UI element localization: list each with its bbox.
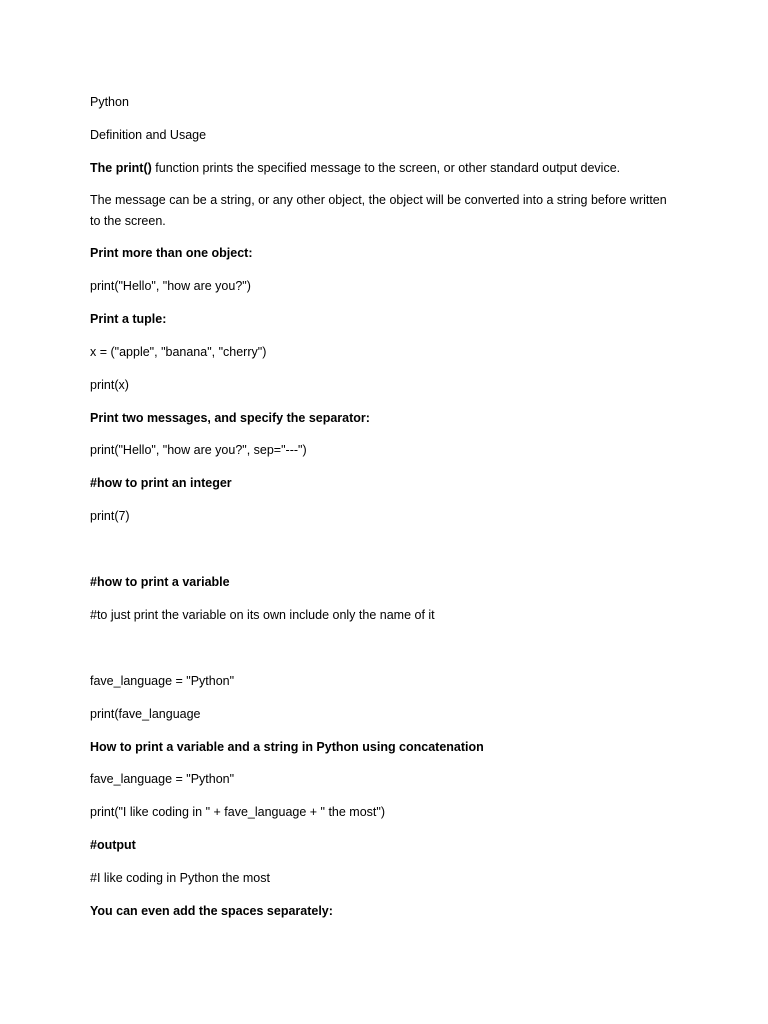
- document-title: Python: [90, 95, 129, 109]
- variable-code-line-2: print(fave_language: [90, 707, 201, 721]
- concat-heading: How to print a variable and a string in Python using concatenation: [90, 740, 484, 754]
- print-more-heading: Print more than one object:: [90, 246, 253, 260]
- intro-bold-text: The print(): [90, 161, 152, 175]
- separator-code: print("Hello", "how are you?", sep="---"): [90, 443, 307, 457]
- message-paragraph: The message can be a string, or any other object, the object will be converted into a string before written to the screen.: [90, 193, 671, 228]
- spaces-heading: You can even add the spaces separately:: [90, 904, 333, 918]
- concat-code-line-1: fave_language = "Python": [90, 772, 235, 786]
- variable-note: #to just print the variable on its own include only the name of it: [90, 608, 435, 622]
- integer-code: print(7): [90, 509, 130, 523]
- output-heading: #output: [90, 838, 136, 852]
- concat-code-line-2: print("I like coding in " + fave_language + " the most"): [90, 805, 385, 819]
- print-more-code: print("Hello", "how are you?"): [90, 279, 251, 293]
- intro-rest-text: function prints the specified message to the screen, or other standard output device.: [151, 161, 621, 175]
- tuple-code-line-1: x = ("apple", "banana", "cherry"): [90, 345, 267, 359]
- output-text: #I like coding in Python the most: [90, 871, 270, 885]
- intro-paragraph: [90, 158, 680, 179]
- tuple-code-line-2: print(x): [90, 378, 129, 392]
- section-heading: Definition and Usage: [90, 128, 207, 142]
- print-tuple-heading: Print a tuple:: [90, 312, 167, 326]
- variable-heading: #how to print a variable: [90, 575, 230, 589]
- variable-code-line-1: fave_language = "Python": [90, 674, 235, 688]
- integer-heading: #how to print an integer: [90, 476, 232, 490]
- separator-heading: Print two messages, and specify the separator:: [90, 411, 370, 425]
